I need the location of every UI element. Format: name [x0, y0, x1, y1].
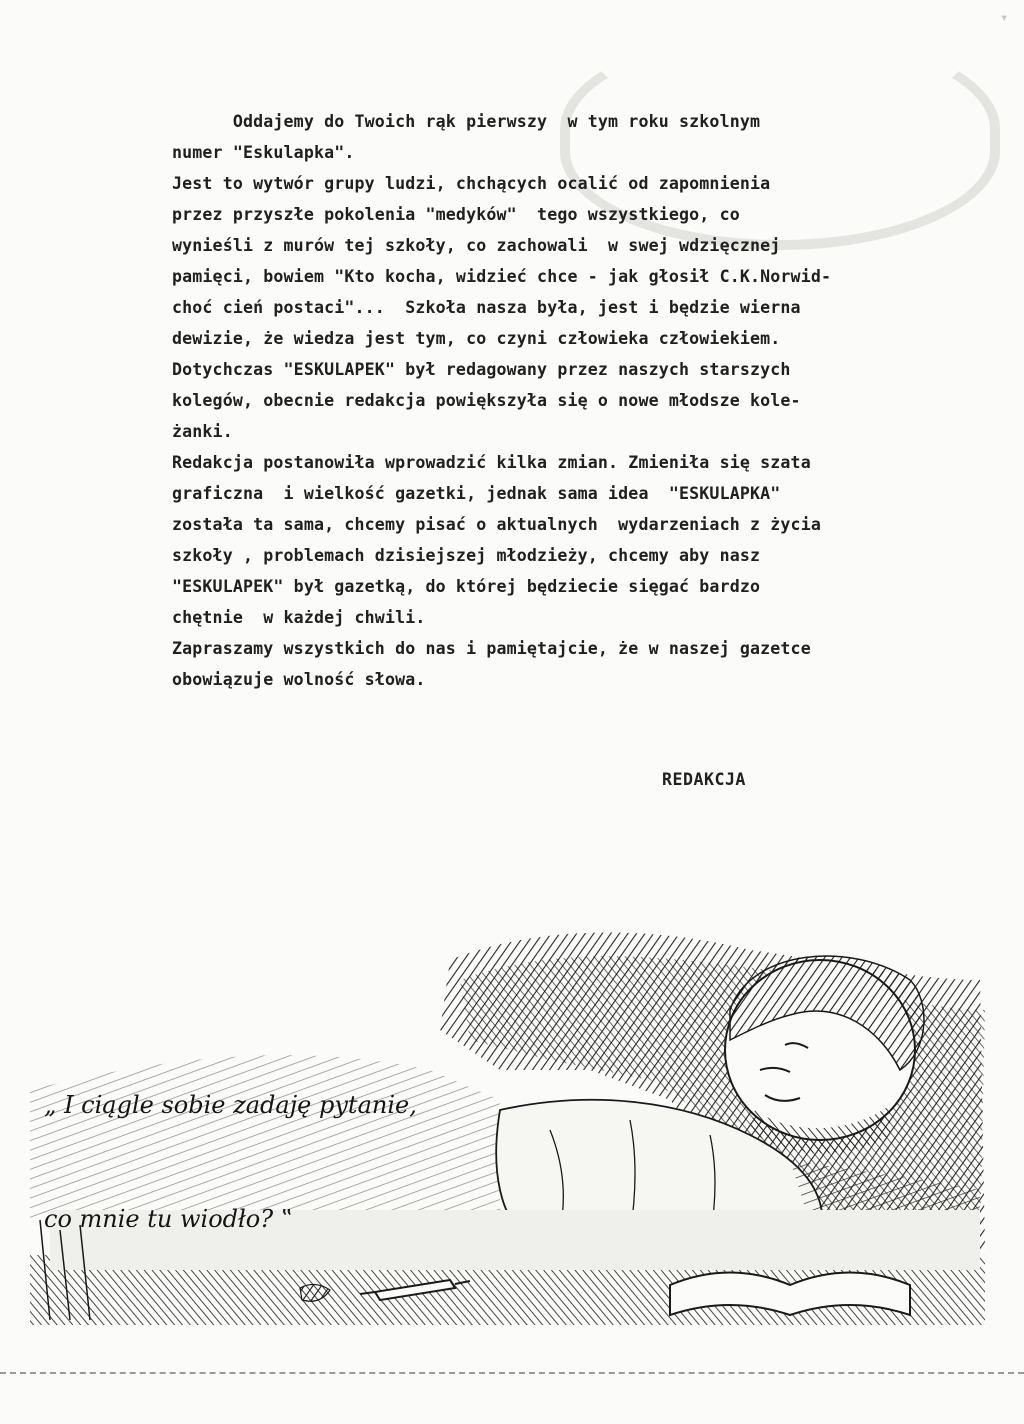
- letter-line: wynieśli z murów tej szkoły, co zachowali w swej wdzięcznej: [172, 236, 781, 255]
- letter-line: Redakcja postanowiła wprowadzić kilka zmian. Zmieniła się szata: [172, 453, 811, 472]
- caption-line: co mnie tu wiodło? ‟: [44, 1205, 293, 1233]
- letter-line: żanki.: [172, 422, 233, 441]
- corner-mark: ▾: [1000, 10, 1009, 26]
- letter-line: numer "Eskulapka".: [172, 143, 355, 162]
- letter-line: graficzna i wielkość gazetki, jednak sama idea "ESKULAPKA": [172, 484, 781, 503]
- illustration-caption: [44, 1010, 417, 1314]
- signature: REDAKCJA: [662, 770, 746, 789]
- dashed-cut-line: [0, 1372, 1024, 1374]
- letter-line: została ta sama, chcemy pisać o aktualnych wydarzeniach z życia: [172, 515, 821, 534]
- letter-line: dewizie, że wiedza jest tym, co czyni człowieka człowiekiem.: [172, 329, 781, 348]
- letter-line: przez przyszłe pokolenia "medyków" tego wszystkiego, co: [172, 205, 740, 224]
- letter-line: pamięci, bowiem "Kto kocha, widzieć chce - jak głosił C.K.Norwid-: [172, 267, 832, 286]
- letter-line: Zapraszamy wszystkich do nas i pamiętajcie, że w naszej gazetce: [172, 639, 811, 658]
- letter-line: choć cień postaci"... Szkoła nasza była, jest i będzie wierna: [172, 298, 801, 317]
- letter-line: kolegów, obecnie redakcja powiększyła się o nowe młodsze kole-: [172, 391, 801, 410]
- letter-line: Dotychczas "ESKULAPEK" był redagowany przez naszych starszych: [172, 360, 791, 379]
- editorial-letter: [172, 106, 982, 695]
- letter-line: Oddajemy do Twoich rąk pierwszy w tym roku szkolnym: [172, 112, 761, 131]
- letter-line: chętnie w każdej chwili.: [172, 608, 426, 627]
- letter-line: "ESKULAPEK" był gazetką, do której będziecie sięgać bardzo: [172, 577, 761, 596]
- caption-line: „ I ciągle sobie zadaję pytanie,: [44, 1091, 417, 1119]
- letter-line: szkoły , problemach dzisiejszej młodzieży, chcemy aby nasz: [172, 546, 761, 565]
- letter-line: obowiązuje wolność słowa.: [172, 670, 426, 689]
- letter-line: Jest to wytwór grupy ludzi, chchących ocalić od zapomnienia: [172, 174, 771, 193]
